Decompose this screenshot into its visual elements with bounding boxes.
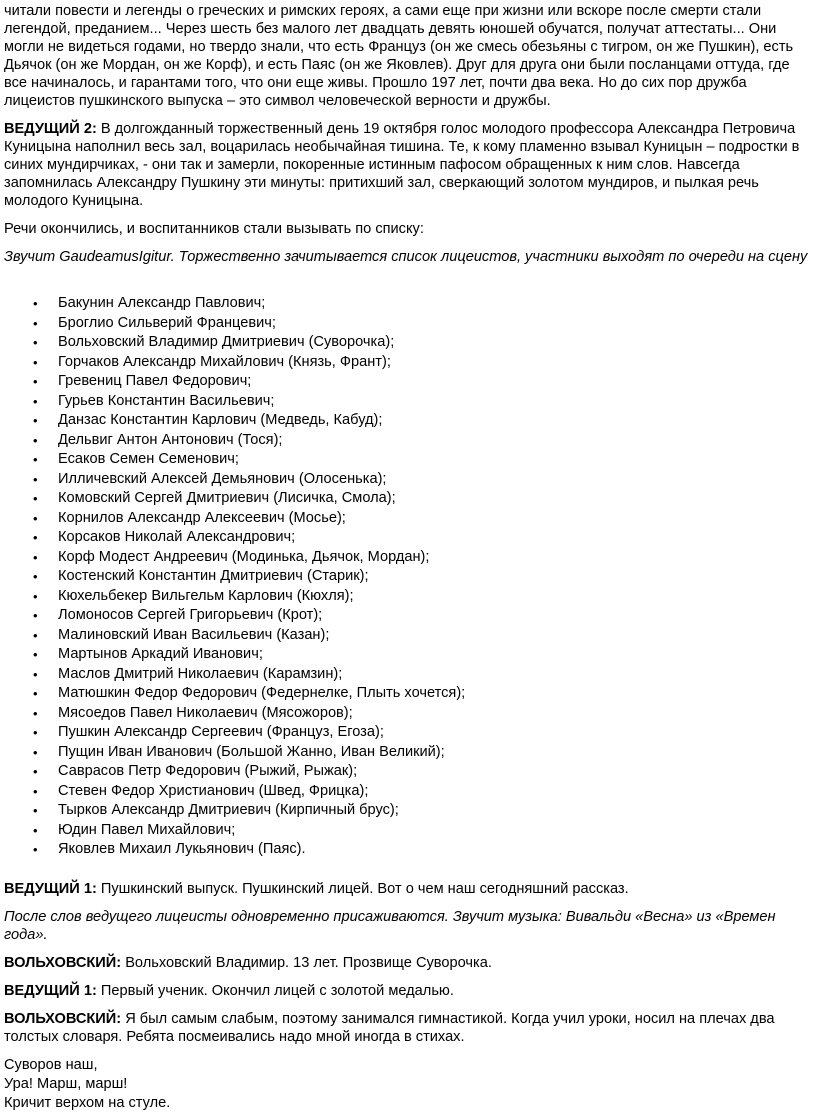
list-item-text: Пущин Иван Иванович (Большой Жанно, Иван Великий);: [58, 743, 445, 760]
bullet-icon: •: [33, 803, 38, 818]
verse-block: [4, 1056, 812, 1113]
list-item-text: Ломоносов Сергей Григорьевич (Крот);: [58, 607, 323, 623]
list-item-text: Илличевский Алексей Демьянович (Олосенька);: [58, 470, 387, 487]
list-item-text: Малиновский Иван Васильевич (Казан);: [58, 626, 330, 643]
bullet-icon: •: [33, 608, 38, 623]
list-item-text: Пушкин Александр Сергеевич (Француз, Егоза);: [58, 724, 384, 740]
list-item: [4, 704, 812, 724]
speaker-label: ВОЛЬХОВСКИЙ:: [4, 954, 122, 971]
speech-text: Я был самым слабым, поэтому занимался гимнастикой. Когда учил уроки, носил на плечах два толстых словаря. Ребята посмеивались надо мной иногда в стихах.: [4, 1010, 775, 1045]
list-item-text: Дельвиг Антон Антонович (Тося);: [58, 431, 283, 448]
bullet-icon: •: [33, 471, 38, 487]
speaker-label: ВЕДУЩИЙ 2:: [4, 121, 97, 137]
bullet-icon: •: [33, 491, 38, 506]
list-item: [4, 431, 812, 451]
list-item-text: Горчаков Александр Михайлович (Князь, Франт);: [58, 353, 391, 370]
list-item-text: Вольховский Владимир Дмитриевич (Суворочка);: [58, 334, 395, 350]
speech-text: Первый ученик. Окончил лицей с золотой медалью.: [96, 982, 454, 999]
list-item-text: Маслов Дмитрий Николаевич (Карамзин);: [58, 665, 343, 682]
list-item-text: Есаков Семен Семенович;: [58, 451, 239, 467]
speech-text: Пушкинский выпуск. Пушкинский лицей. Вот о чем наш сегодняшний рассказ.: [96, 880, 629, 897]
list-item: [4, 353, 812, 373]
stage-direction: После слов ведущего лицеисты одновременно присаживаются. Звучит музыка: Вивальди «Весна» из «Времен года».: [4, 908, 776, 943]
list-item-text: Стевен Федор Христианович (Швед, Фрицка);: [58, 782, 369, 799]
list-item-text: Мясоедов Павел Николаевич (Мясожоров);: [58, 704, 353, 721]
host2-paragraph: [4, 120, 812, 210]
list-item-text: Данзас Константин Карлович (Медведь, Кабуд);: [58, 412, 383, 428]
list-item: [4, 840, 812, 860]
bullet-icon: •: [33, 432, 38, 448]
host1-paragraph: [4, 982, 812, 1000]
list-item: [4, 762, 812, 782]
speaker-label: ВОЛЬХОВСКИЙ:: [4, 1010, 122, 1027]
list-item: [4, 528, 812, 548]
list-item: [4, 723, 812, 743]
list-item: [4, 645, 812, 665]
spacer: [4, 276, 812, 294]
list-item: [4, 567, 812, 587]
list-item: [4, 587, 812, 607]
list-item: [4, 470, 812, 490]
bullet-icon: •: [33, 374, 38, 389]
bullet-icon: •: [33, 725, 38, 740]
list-item-text: Саврасов Петр Федорович (Рыжий, Рыжак);: [58, 763, 358, 779]
list-item: [4, 314, 812, 334]
speech-text: В долгожданный торжественный день 19 октября голос молодого профессора Александра Петровича Куницына наполнил весь зал, воцарилась необычайная тишина. Те, к кому пламенно взывал Куницын – подростки в синих мундирчиках, - они так и замерли, покоренные истинным пафосом обращенных к ним слов. Навсегда запомнилась Александру Пушкину эти минуты: притихший зал, сверкающий золотом мундиров, и пылкая речь молодого Куницына.: [4, 121, 800, 209]
list-item-text: Комовский Сергей Дмитриевич (Лисичка, Смола);: [58, 490, 396, 506]
verse-line: Суворов наш,: [4, 1056, 98, 1073]
verse-line: Кричит верхом на стуле.: [4, 1094, 171, 1111]
list-item: [4, 294, 812, 314]
list-item: [4, 548, 812, 568]
bullet-icon: •: [33, 569, 38, 584]
bullet-icon: •: [33, 296, 38, 311]
bullet-icon: •: [33, 452, 38, 467]
bullet-icon: •: [33, 335, 38, 350]
list-item: [4, 392, 812, 412]
list-item: [4, 333, 812, 353]
verse-line: Ура! Марш, марш!: [4, 1075, 128, 1092]
intro-paragraph: читали повести и легенды о греческих и римских героях, а сами еще при жизни или вскоре после смерти стали легендой, преданием... Через шесть без малого лет двадцать девять юношей обучатся, получат аттестаты... Они могли не видеться годами, но твердо знали, что есть Француз (он же смесь обезьяны с тигром, он же Пушкин), есть Дьячок (он же Мордан, он же Корф), и есть Паяс (он же Яковлев). Друг для друга они были посланцами оттуда, где все начиналось, и гарантами того, что они еще живы. Прошло 197 лет, почти два века. Но до сих пор дружба лицеистов пушкинского выпуска – это символ человеческой верности и дружбы.: [4, 3, 794, 109]
bullet-icon: •: [33, 510, 38, 526]
list-item: [4, 626, 812, 646]
list-item: [4, 606, 812, 626]
bullet-icon: •: [33, 647, 38, 662]
list-item-text: Корф Модест Андреевич (Модинька, Дьячок, Мордан);: [58, 548, 430, 565]
speaker-label: ВЕДУЩИЙ 1:: [4, 880, 97, 897]
lyceum-students-list: [4, 294, 812, 860]
bullet-icon: •: [33, 686, 38, 701]
bullet-icon: •: [33, 666, 38, 682]
list-item-text: Мартынов Аркадий Иванович;: [58, 646, 263, 662]
list-item-text: Корнилов Александр Алексеевич (Мосье);: [58, 509, 346, 526]
list-item-text: Бакунин Александр Павлович;: [58, 295, 266, 311]
bullet-icon: •: [33, 627, 38, 643]
bullet-icon: •: [33, 783, 38, 799]
list-item-text: Гревениц Павел Федорович;: [58, 373, 252, 389]
bullet-icon: •: [33, 705, 38, 721]
volkhovsky-paragraph: [4, 954, 812, 972]
bullet-icon: •: [33, 588, 38, 604]
bullet-icon: •: [33, 549, 38, 565]
bullet-icon: •: [33, 822, 38, 838]
list-item-text: Гурьев Константин Васильевич;: [58, 392, 275, 409]
list-item: [4, 411, 812, 431]
list-item-text: Юдин Павел Михайлович;: [58, 821, 236, 838]
bullet-icon: •: [33, 354, 38, 370]
list-item: [4, 821, 812, 841]
list-item-text: Кюхельбекер Вильгельм Карлович (Кюхля);: [58, 587, 354, 604]
list-item: [4, 743, 812, 763]
volkhovsky-paragraph: [4, 1010, 812, 1046]
bullet-icon: •: [33, 530, 38, 545]
list-item: [4, 372, 812, 392]
list-item-text: Тырков Александр Дмитриевич (Кирпичный брус);: [58, 802, 399, 818]
list-item: [4, 801, 812, 821]
bullet-icon: •: [33, 764, 38, 779]
list-item: [4, 489, 812, 509]
bullet-icon: •: [33, 413, 38, 428]
list-item-text: Корсаков Николай Александрович;: [58, 529, 296, 545]
list-item: [4, 684, 812, 704]
list-item-text: Броглио Сильверий Францевич;: [58, 314, 276, 331]
bullet-icon: •: [33, 393, 38, 409]
list-item-text: Костенский Константин Дмитриевич (Старик);: [58, 568, 369, 584]
list-item: [4, 782, 812, 802]
stage-direction: Звучит GaudeamusIgitur. Торжественно зачитывается список лицеистов, участники выходят по очереди на сцену: [4, 249, 808, 265]
list-item: [4, 665, 812, 685]
speaker-label: ВЕДУЩИЙ 1:: [4, 982, 97, 999]
speech-text: Вольховский Владимир. 13 лет. Прозвище Суворочка.: [121, 954, 492, 971]
bullet-icon: •: [33, 315, 38, 331]
list-item: [4, 450, 812, 470]
host1-paragraph: [4, 880, 812, 898]
list-item: [4, 509, 812, 529]
bullet-icon: •: [33, 842, 38, 857]
roll-call-paragraph: Речи окончились, и воспитанников стали вызывать по списку:: [4, 221, 424, 237]
bullet-icon: •: [33, 744, 38, 760]
list-item-text: Матюшкин Федор Федорович (Федернелке, Плыть хочется);: [58, 685, 466, 701]
list-item-text: Яковлев Михаил Лукьянович (Паяс).: [58, 841, 306, 857]
